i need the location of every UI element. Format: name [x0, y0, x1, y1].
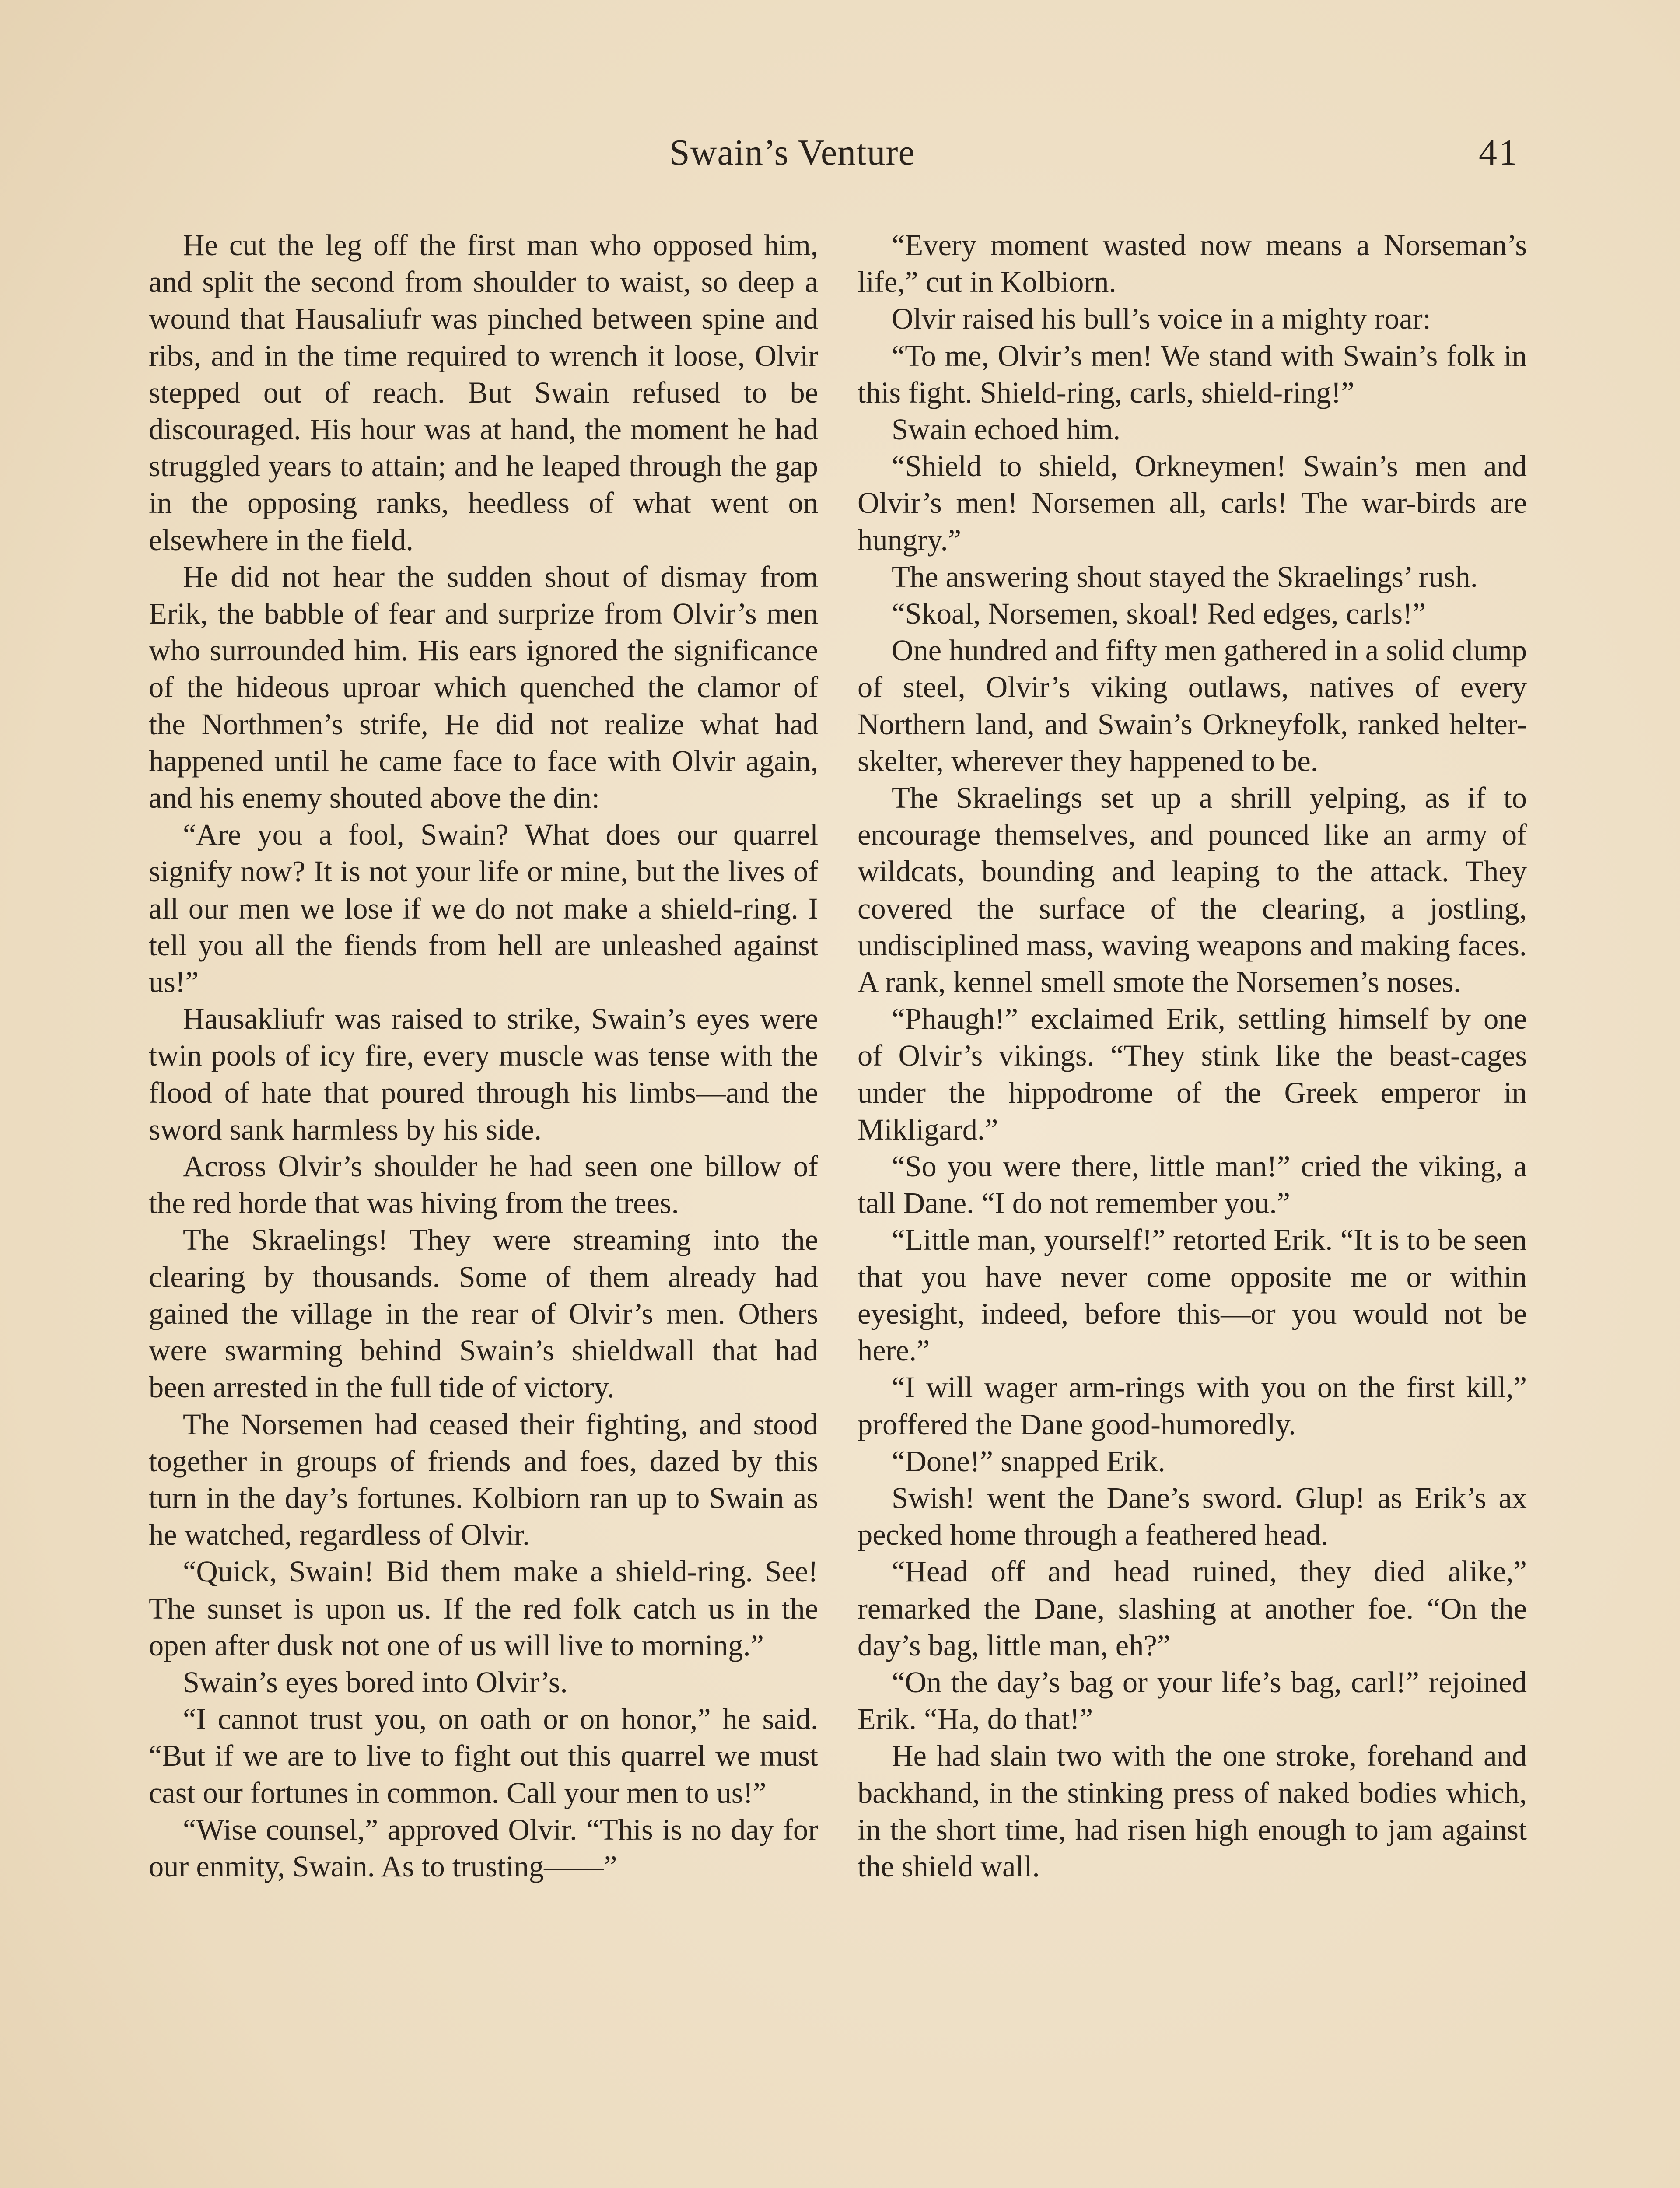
paragraph: “Are you a fool, Swain? What does our quarrel signify now? It is not your life or mine, but the lives of all our men we lose if we do not make a shield-ring. I tell you all the fiends from hell are unleashed against us!”: [149, 818, 818, 999]
paragraph: “Little man, yourself!” retorted Erik. “It is to be seen that you have never come opposite me or within eyesight, indeed, before this—or you would not be here.”: [858, 1223, 1527, 1368]
paragraph: “Head off and head ruined, they died alike,” remarked the Dane, slashing at another foe. “On the day’s bag, little man, eh?”: [858, 1555, 1527, 1662]
paragraph: “On the day’s bag or your life’s bag, carl!” rejoined Erik. “Ha, do that!”: [858, 1665, 1527, 1736]
paragraph: The Skraelings set up a shrill yelping, as if to encourage themselves, and pounced like an army of wildcats, bounding and leaping to the attack. They covered the surface of the clearing, a jostling, undisciplined mass, waving weapons and making faces. A rank, kennel smell smote the Norsemen’s noses.: [858, 781, 1527, 999]
paragraph: Swish! went the Dane’s sword. Glup! as Erik’s ax pecked home through a feathered head.: [858, 1481, 1527, 1552]
paragraph: “To me, Olvir’s men! We stand with Swain’s folk in this fight. Shield-ring, carls, shield-ring!”: [858, 339, 1527, 409]
paragraph: “Wise counsel,” approved Olvir. “This is no day for our enmity, Swain. As to trusting——”: [149, 1813, 818, 1883]
paragraph: “Done!” snapped Erik.: [892, 1444, 1166, 1478]
paragraph: He cut the leg off the first man who opposed him, and split the second from shoulder to waist, so deep a wound that Hausaliufr was pinched between spine and ribs, and in the time required to wrench it loose, Olvir stepped out of reach. But Swain refused to be discouraged. His hour was at hand, the moment he had struggled years to attain; and he leaped through the gap in the opposing ranks, heedless of what went on elsewhere in the field.: [149, 228, 818, 557]
left-text-column: [149, 227, 818, 1885]
paragraph: “So you were there, little man!” cried the viking, a tall Dane. “I do not remember you.”: [858, 1150, 1527, 1220]
paragraph: The Norsemen had ceased their fighting, and stood together in groups of friends and foes, dazed by this turn in the day’s fortunes. Kolbiorn ran up to Swain as he watched, regardless of Olvir.: [149, 1407, 818, 1552]
page-number: 41: [1479, 132, 1519, 173]
paragraph: “Skoal, Norsemen, skoal! Red edges, carls!”: [892, 597, 1426, 631]
running-title: Swain’s Venture: [669, 132, 915, 173]
paragraph: “I cannot trust you, on oath or on honor,” he said. “But if we are to live to fight out this quarrel we must cast our fortunes in common. Call your men to us!”: [149, 1702, 818, 1809]
paragraph: Swain echoed him.: [892, 413, 1121, 446]
right-text-column: [858, 227, 1527, 1885]
paragraph: “Every moment wasted now means a Norseman’s life,” cut in Kolbiorn.: [858, 228, 1527, 299]
paragraph: “Shield to shield, Orkneymen! Swain’s men and Olvir’s men! Norsemen all, carls! The war-birds are hungry.”: [858, 449, 1527, 557]
paragraph: “I will wager arm-rings with you on the first kill,” proffered the Dane good-humoredly.: [858, 1371, 1527, 1441]
paragraph: He did not hear the sudden shout of dismay from Erik, the babble of fear and surprize from Olvir’s men who surrounded him. His ears ignored the significance of the hideous uproar which quenched the clamor of the Northmen’s strife, He did not realize what had happened until he came face to face with Olvir again, and his enemy shouted above the din:: [149, 560, 818, 815]
paragraph: Swain’s eyes bored into Olvir’s.: [183, 1665, 568, 1699]
paragraph: Olvir raised his bull’s voice in a mighty roar:: [892, 302, 1431, 336]
paragraph: The answering shout stayed the Skraelings’ rush.: [892, 560, 1478, 593]
paragraph: He had slain two with the one stroke, forehand and backhand, in the stinking press of naked bodies which, in the short time, had risen high enough to jam against the shield wall.: [858, 1739, 1527, 1883]
paragraph: One hundred and fifty men gathered in a solid clump of steel, Olvir’s viking outlaws, natives of every Northern land, and Swain’s Orkneyfolk, ranked helter-skelter, wherever they happened to be.: [858, 634, 1527, 778]
paragraph: The Skraelings! They were streaming into the clearing by thousands. Some of them already had gained the village in the rear of Olvir’s men. Others were swarming behind Swain’s shieldwall that had been arrested in the full tide of victory.: [149, 1223, 818, 1404]
paragraph: Hausakliufr was raised to strike, Swain’s eyes were twin pools of icy fire, every muscle was tense with the flood of hate that poured through his limbs—and the sword sank harmless by his side.: [149, 1002, 818, 1146]
paragraph: Across Olvir’s shoulder he had seen one billow of the red horde that was hiving from the trees.: [149, 1150, 818, 1220]
paragraph: “Phaugh!” exclaimed Erik, settling himself by one of Olvir’s vikings. “They stink like the beast-cages under the hippodrome of the Greek emperor in Mikligard.”: [858, 1002, 1527, 1146]
paragraph: “Quick, Swain! Bid them make a shield-ring. See! The sunset is upon us. If the red folk catch us in the open after dusk not one of us will live to morning.”: [149, 1555, 818, 1662]
